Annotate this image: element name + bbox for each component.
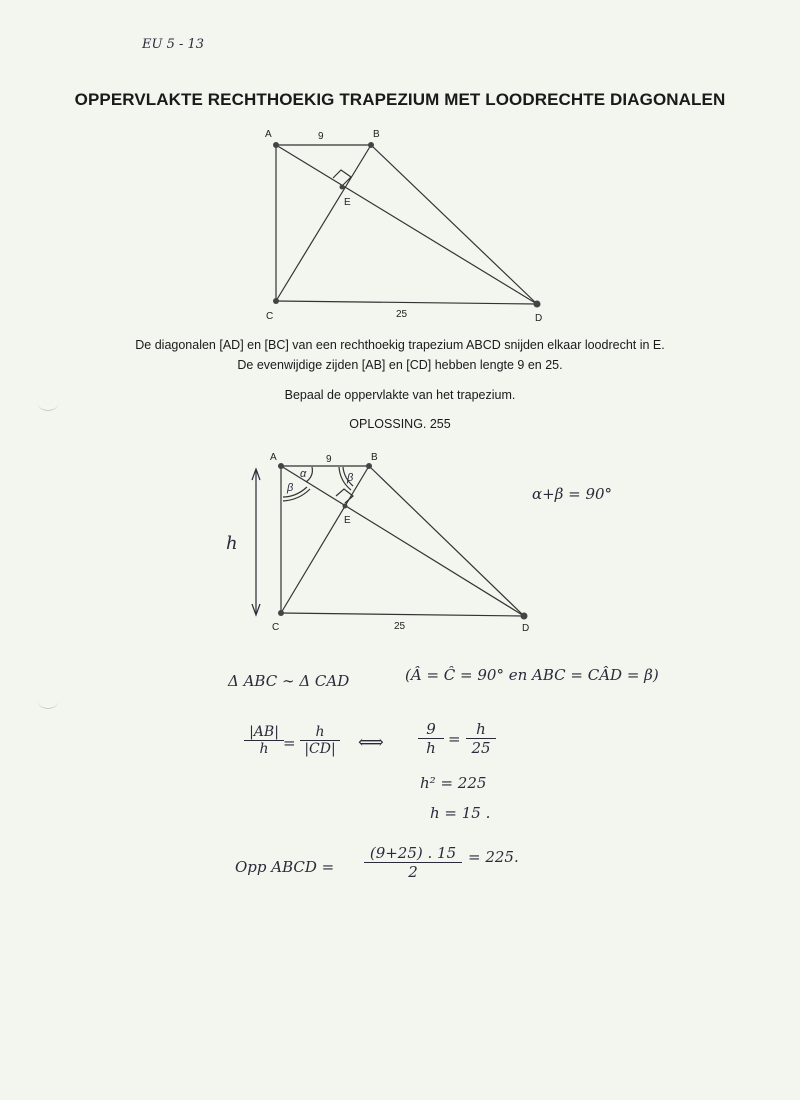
point-a: [273, 142, 279, 148]
point-b: [366, 463, 372, 469]
problem-question: Bepaal de oppervlakte van het trapezium.: [284, 388, 516, 402]
area-numerator: (9+25) . 15: [369, 844, 457, 862]
area-denominator: 2: [364, 862, 462, 881]
problem-statement-line-2: De evenwijdige zijden [AB] en [CD] hebben lengte 9 en 25.: [237, 358, 563, 372]
ratio-lhs-fraction: [244, 724, 284, 757]
ratio-lhs-denominator: h: [244, 740, 284, 757]
ratio-rhs-denominator: |CD|: [300, 740, 340, 757]
length-cd: 25: [396, 309, 408, 320]
length-ab: 9: [318, 131, 324, 142]
figure-trapezium-1: [0, 120, 800, 325]
label-e: E: [344, 515, 351, 526]
similarity-statement: Δ ABC ∼ Δ CAD: [228, 672, 350, 690]
document-code: EU 5 - 13: [142, 37, 205, 52]
height-label: h: [226, 533, 238, 554]
substituted-rhs-denominator: 25: [466, 738, 496, 757]
substituted-lhs-numerator: 9: [426, 720, 436, 738]
ratio-rhs-numerator: h: [315, 724, 325, 740]
substituted-lhs-denominator: h: [418, 738, 444, 757]
equals-sign: =: [448, 730, 461, 748]
point-a: [278, 463, 284, 469]
point-c: [273, 298, 279, 304]
equals-sign: =: [283, 734, 296, 752]
ratio-rhs-fraction: [300, 724, 340, 757]
area-result: = 225.: [468, 848, 519, 866]
angle-alpha-label: α: [300, 468, 307, 480]
h-squared-equation: h² = 225: [420, 774, 487, 792]
side-bd: [371, 145, 537, 304]
substituted-lhs-fraction: [418, 720, 444, 757]
point-c: [278, 610, 284, 616]
ratio-lhs-numerator: |AB|: [249, 724, 279, 740]
side-cd: [276, 301, 537, 304]
problem-statement-line-1: De diagonalen [AD] en [BC] van een rechthoekig trapezium ABCD snijden elkaar loodrecht in E.: [135, 338, 665, 352]
page-title: OPPERVLAKTE RECHTHOEKIG TRAPEZIUM MET LOODRECHTE DIAGONALEN: [74, 90, 726, 109]
diagonal-bc: [276, 145, 371, 301]
point-d: [521, 613, 528, 620]
label-d: D: [522, 623, 530, 634]
label-a: A: [270, 452, 277, 463]
solution-label: OPLOSSING. 255: [349, 417, 451, 431]
substituted-rhs-numerator: h: [476, 720, 486, 738]
label-c: C: [266, 311, 274, 322]
angle-alpha-arc: [306, 467, 312, 482]
h-value-equation: h = 15 .: [430, 804, 491, 822]
label-b: B: [373, 129, 380, 140]
substituted-rhs-fraction: [466, 720, 496, 757]
area-label: Opp ABCD =: [235, 858, 335, 876]
area-fraction: [364, 844, 462, 881]
diagonal-ad: [276, 145, 537, 304]
side-cd: [281, 613, 524, 616]
diagonal-bc: [281, 466, 369, 613]
angle-relation: α+β = 90°: [532, 485, 613, 503]
angle-beta-label-b: β: [347, 472, 354, 484]
label-a: A: [265, 129, 272, 140]
point-b: [368, 142, 374, 148]
label-b: B: [371, 452, 378, 463]
equivalence-arrow: ⟺: [358, 732, 384, 753]
angle-beta-label-a: β: [287, 482, 294, 494]
figure-trapezium-2: [0, 445, 800, 640]
length-cd: 25: [394, 621, 406, 632]
side-bd: [369, 466, 524, 616]
label-e: E: [344, 197, 351, 208]
punch-hole-mark: [38, 396, 58, 411]
label-c: C: [272, 622, 280, 633]
length-ab: 9: [326, 454, 332, 465]
point-d: [534, 301, 541, 308]
punch-hole-mark: [38, 694, 58, 709]
point-e: [340, 185, 345, 190]
similarity-reason: (Â = Ĉ = 90° en ABC = CÂD = β): [405, 666, 659, 684]
label-d: D: [535, 313, 543, 324]
diagonal-ad: [281, 466, 524, 616]
point-e: [343, 504, 348, 509]
